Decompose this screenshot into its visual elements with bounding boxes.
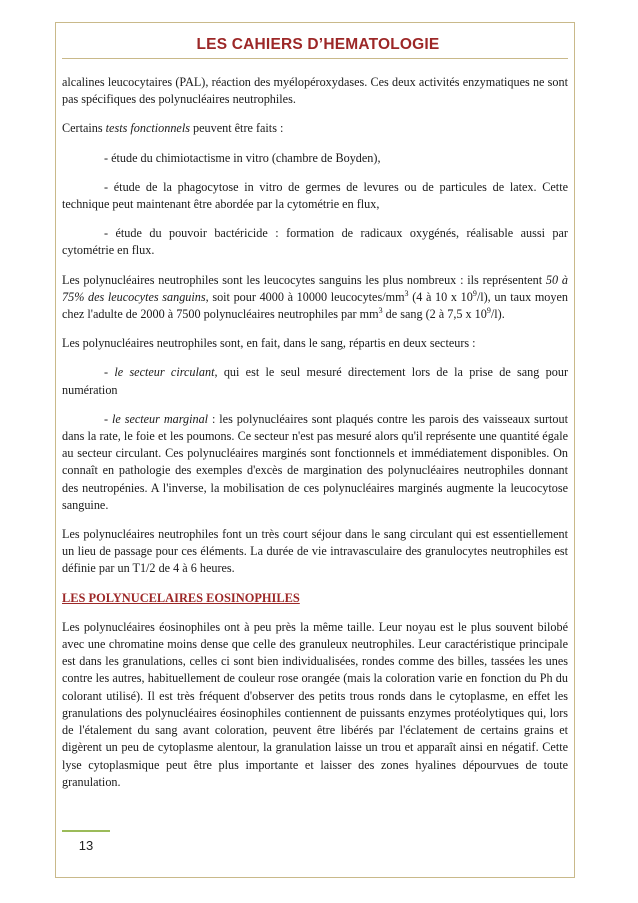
- list-item: [62, 411, 568, 514]
- italic-text: le secteur marginal: [111, 411, 209, 426]
- section-title: LES POLYNUCELAIRES EOSINOPHILES: [62, 590, 300, 605]
- header-rule: [62, 58, 568, 59]
- list-item: - étude de la phagocytose in vitro de germes de levures ou de particules de latex. Cette technique peut maintenant être abordée par la cytométrie en flux,: [62, 179, 568, 212]
- superscript: 3: [404, 288, 409, 298]
- text-span: /l).: [490, 307, 505, 322]
- italic-text: 50 à 75% des leucocytes sanguins: [62, 272, 568, 304]
- text-span: de sang (2 à 7,5 x 10: [382, 307, 487, 322]
- text-span: , qui est le seul mesuré directement lors de la prise de sang pour numération: [62, 365, 568, 397]
- document-body: [62, 74, 568, 803]
- italic-text: tests fonctionnels: [105, 121, 190, 136]
- list-item: - étude du chimiotactisme in vitro (chambre de Boyden),: [104, 150, 381, 165]
- text-span: , soit pour 4000 à 10000 leucocytes/mm: [205, 289, 405, 304]
- footer-rule: [62, 830, 110, 832]
- text-span: : les polynucléaires sont plaqués contre les parois des vaisseaux surtout dans la rate, le foie et les poumons. Ce secteur n'est pas mesuré alors qu'il représente une quantité égale au secteur circulant. Ces polynucléaires marginés sont fonctionnels et immédiatement disponibles. On connaît en pathologie des exemples d'excès de margination des polynucléaires neutrophiles donnant des neutropénies. A l'inverse, la mobilisation de ces polynucléaires marginés augmente la leucocytose sanguine.: [62, 411, 568, 512]
- paragraph: Les polynucléaires neutrophiles font un très court séjour dans le sang circulant qui est essentiellement un lieu de passage pour ces éléments. La durée de vie intravasculaire des granulocytes neutrophiles est définie par un T1/2 de 4 à 6 heures.: [62, 527, 568, 576]
- text-span: /l), un taux moyen chez l'adulte de 2000 à 7500 polynucléaires neutrophiles par mm: [62, 289, 568, 322]
- page-header-title: LES CAHIERS D’HEMATOLOGIE: [196, 36, 440, 53]
- superscript: 3: [378, 305, 383, 315]
- text-span: (4 à 10 x 10: [408, 289, 473, 304]
- text-span: -: [104, 411, 112, 426]
- italic-text: le secteur circulant: [114, 365, 215, 380]
- paragraph: [62, 120, 568, 137]
- superscript: 9: [486, 305, 491, 315]
- text-span: -: [104, 365, 115, 380]
- text-span: peuvent être faits :: [189, 121, 284, 136]
- paragraph: [62, 272, 568, 324]
- paragraph: Les polynucléaires éosinophiles ont à peu près la même taille. Leur noyau est le plus souvent bilobé avec une chromatine moins dense que celle des granuleux neutrophiles. Leur caractéristique principale est dans les granulations, celles ci sont bien individualisées, rondes comme des billes, tassées les unes contre les autres, habituellement de couleur rose orangée (mais la coloration varie en fonction du Ph du colorant utilisé). Il est très fréquent d'observer des petits trous ronds dans le cytoplasme, en effet les granulations des polynucléaires éosinophiles contiennent de puissants enzymes protéolytiques qui, lors de l'étalement du sang avant coloration, peuvent être libérés par l'éclatement de certains grains et digèrent un peu de cytoplasme alentour, la granulation laisse un trou et apparaît ainsi en négatif. Cette lyse cytoplasmique peut être plus importante et laisser des zones hyalines dépourvues de toute granulation.: [62, 619, 568, 789]
- superscript: 9: [472, 288, 477, 298]
- paragraph: Les polynucléaires neutrophiles sont, en fait, dans le sang, répartis en deux secteurs :: [62, 336, 476, 351]
- text-span: Certains: [62, 121, 106, 136]
- list-item: [62, 364, 568, 398]
- page-number: 13: [78, 838, 94, 853]
- text-span: Les polynucléaires neutrophiles sont les leucocytes sanguins les plus nombreux : ils représentent: [62, 272, 546, 287]
- paragraph: alcalines leucocytaires (PAL), réaction des myélopéroxydases. Ces deux activités enzymatiques ne sont pas spécifiques des polynucléaires neutrophiles.: [62, 75, 568, 107]
- list-item: - étude du pouvoir bactéricide : formation de radicaux oxygénés, réalisable aussi par cytométrie en flux.: [62, 226, 568, 258]
